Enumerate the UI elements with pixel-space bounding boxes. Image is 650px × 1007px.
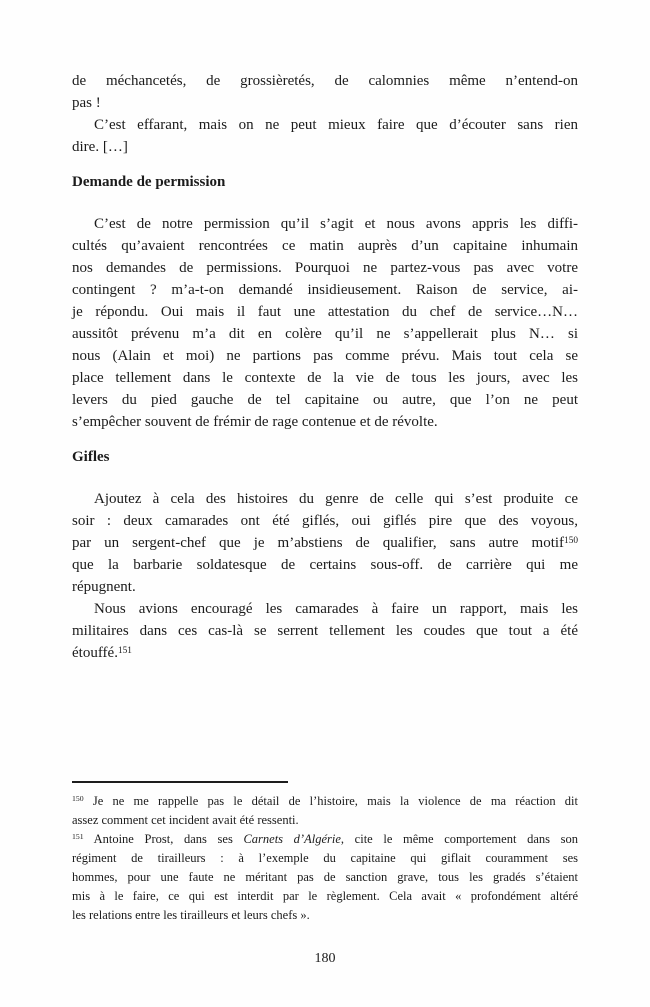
footnote-marker: 150	[72, 794, 84, 804]
paragraph-gifles	[72, 488, 578, 598]
text-segment: C’est de notre permission qu’il s’agit et nous avons appris les diffi-	[94, 216, 578, 232]
text-line	[72, 887, 578, 906]
text-line	[72, 811, 578, 830]
text-segment: Je ne me rappelle pas le détail de l’histoire, mais la violence de ma réaction dit	[83, 794, 578, 808]
text-segment: pas !	[72, 95, 101, 111]
section-heading-gifles: Gifles	[72, 449, 110, 465]
text-segment: par un sergent-chef que je m’abstiens de qualifier, sans autre motif	[72, 535, 565, 551]
text-line	[72, 554, 578, 576]
text-segment: répugnent.	[72, 579, 136, 595]
text-segment: de méchancetés, de grossièretés, de calomnies même n’entend-on	[72, 73, 578, 89]
text-segment: aussitôt prévenu m’a dit en colère qu’il ne s’appellerait plus N… si	[72, 326, 578, 342]
text-segment: contingent ? m’a-t-on demandé insidieusement. Raison de service, ai-	[72, 282, 578, 298]
paragraph-effarant	[72, 114, 578, 158]
text-line	[72, 849, 578, 868]
text-segment: s’empêcher souvent de frémir de rage contenue et de révolte.	[72, 414, 438, 430]
text-line	[72, 792, 578, 811]
text-line	[72, 830, 578, 849]
text-segment: nos demandes de permissions. Pourquoi ne partez-vous pas avec votre	[72, 260, 578, 276]
text-segment: militaires dans ces cas-là se serrent tellement les coudes que tout a été	[72, 623, 578, 639]
text-line	[72, 620, 578, 642]
text-line	[72, 576, 578, 598]
footnote-150	[72, 792, 578, 830]
text-line	[72, 70, 578, 92]
text-segment: les relations entre les tirailleurs et leurs chefs ».	[72, 908, 310, 922]
text-segment: que la barbarie soldatesque de certains sous-off. de carrière qui me	[72, 557, 578, 573]
text-line	[72, 235, 578, 257]
text-segment: Antoine Prost, dans ses	[83, 832, 244, 846]
footnote-151	[72, 830, 578, 925]
text-line	[72, 532, 578, 554]
text-line	[72, 213, 578, 235]
text-line	[72, 257, 578, 279]
text-segment: cultés qu’avaient rencontrées ce matin auprès d’un capitaine inhumain	[72, 238, 578, 254]
text-line	[72, 389, 578, 411]
text-line	[72, 868, 578, 887]
text-segment: C’est effarant, mais on ne peut mieux faire que d’écouter sans rien	[94, 117, 578, 133]
paragraph-continuation	[72, 70, 578, 114]
text-line	[72, 136, 578, 158]
footnote-separator-rule	[72, 781, 288, 783]
text-segment: hommes, pour une faute ne méritant pas de sanction grave, tous les gradés s’étaient	[72, 870, 578, 884]
text-segment: Ajoutez à cela des histoires du genre de celle qui s’est produite ce	[94, 491, 578, 507]
text-segment: levers du pied gauche de tel capitaine ou autre, que l’on ne peut	[72, 392, 578, 408]
paragraph-rapport	[72, 598, 578, 664]
text-segment: régiment de tirailleurs : à l’exemple du capitaine qui giflait couramment ses	[72, 851, 578, 865]
text-line	[72, 279, 578, 301]
text-segment: étouffé.	[72, 645, 118, 661]
footnotes-text	[72, 792, 578, 925]
text-segment: Nous avions encouragé les camarades à faire un rapport, mais les	[94, 601, 578, 617]
text-segment: place tellement dans le contexte de la vie de tous les jours, avec les	[72, 370, 578, 386]
text-segment: nous (Alain et moi) ne partions pas comme prévu. Mais tout cela se	[72, 348, 578, 364]
footnote-marker: 151	[72, 832, 84, 842]
text-line	[72, 510, 578, 532]
text-segment: , cite le même comportement dans son	[340, 832, 578, 846]
footnotes-section	[72, 781, 578, 925]
text-line	[72, 92, 578, 114]
page-body	[72, 70, 578, 664]
text-segment: assez comment cet incident avait été ressenti.	[72, 813, 299, 827]
section-heading-demande-de-permission: Demande de permission	[72, 174, 226, 190]
italic-text: Carnets d’Algérie	[243, 832, 341, 846]
footnote-marker: 150	[564, 535, 578, 546]
page-number: 180	[314, 951, 336, 966]
text-line	[72, 323, 578, 345]
text-line	[72, 411, 578, 433]
text-line	[72, 598, 578, 620]
text-line	[72, 488, 578, 510]
text-line	[72, 906, 578, 925]
paragraph-permission	[72, 213, 578, 433]
footnote-marker: 151	[117, 645, 132, 656]
text-line	[72, 642, 578, 664]
text-line	[72, 345, 578, 367]
text-segment: je répondu. Oui mais il faut une attestation du chef de service…N…	[72, 304, 578, 320]
text-segment: mis à le faire, ce qui est interdit par le règlement. Cela avait « profondément altéré	[72, 889, 578, 903]
whitespace-spacer	[72, 664, 578, 781]
text-line	[72, 367, 578, 389]
text-segment: dire. […]	[72, 139, 128, 155]
text-line	[72, 114, 578, 136]
text-segment: soir : deux camarades ont été giflés, oui giflés pire que des voyous,	[72, 513, 578, 529]
text-line	[72, 301, 578, 323]
